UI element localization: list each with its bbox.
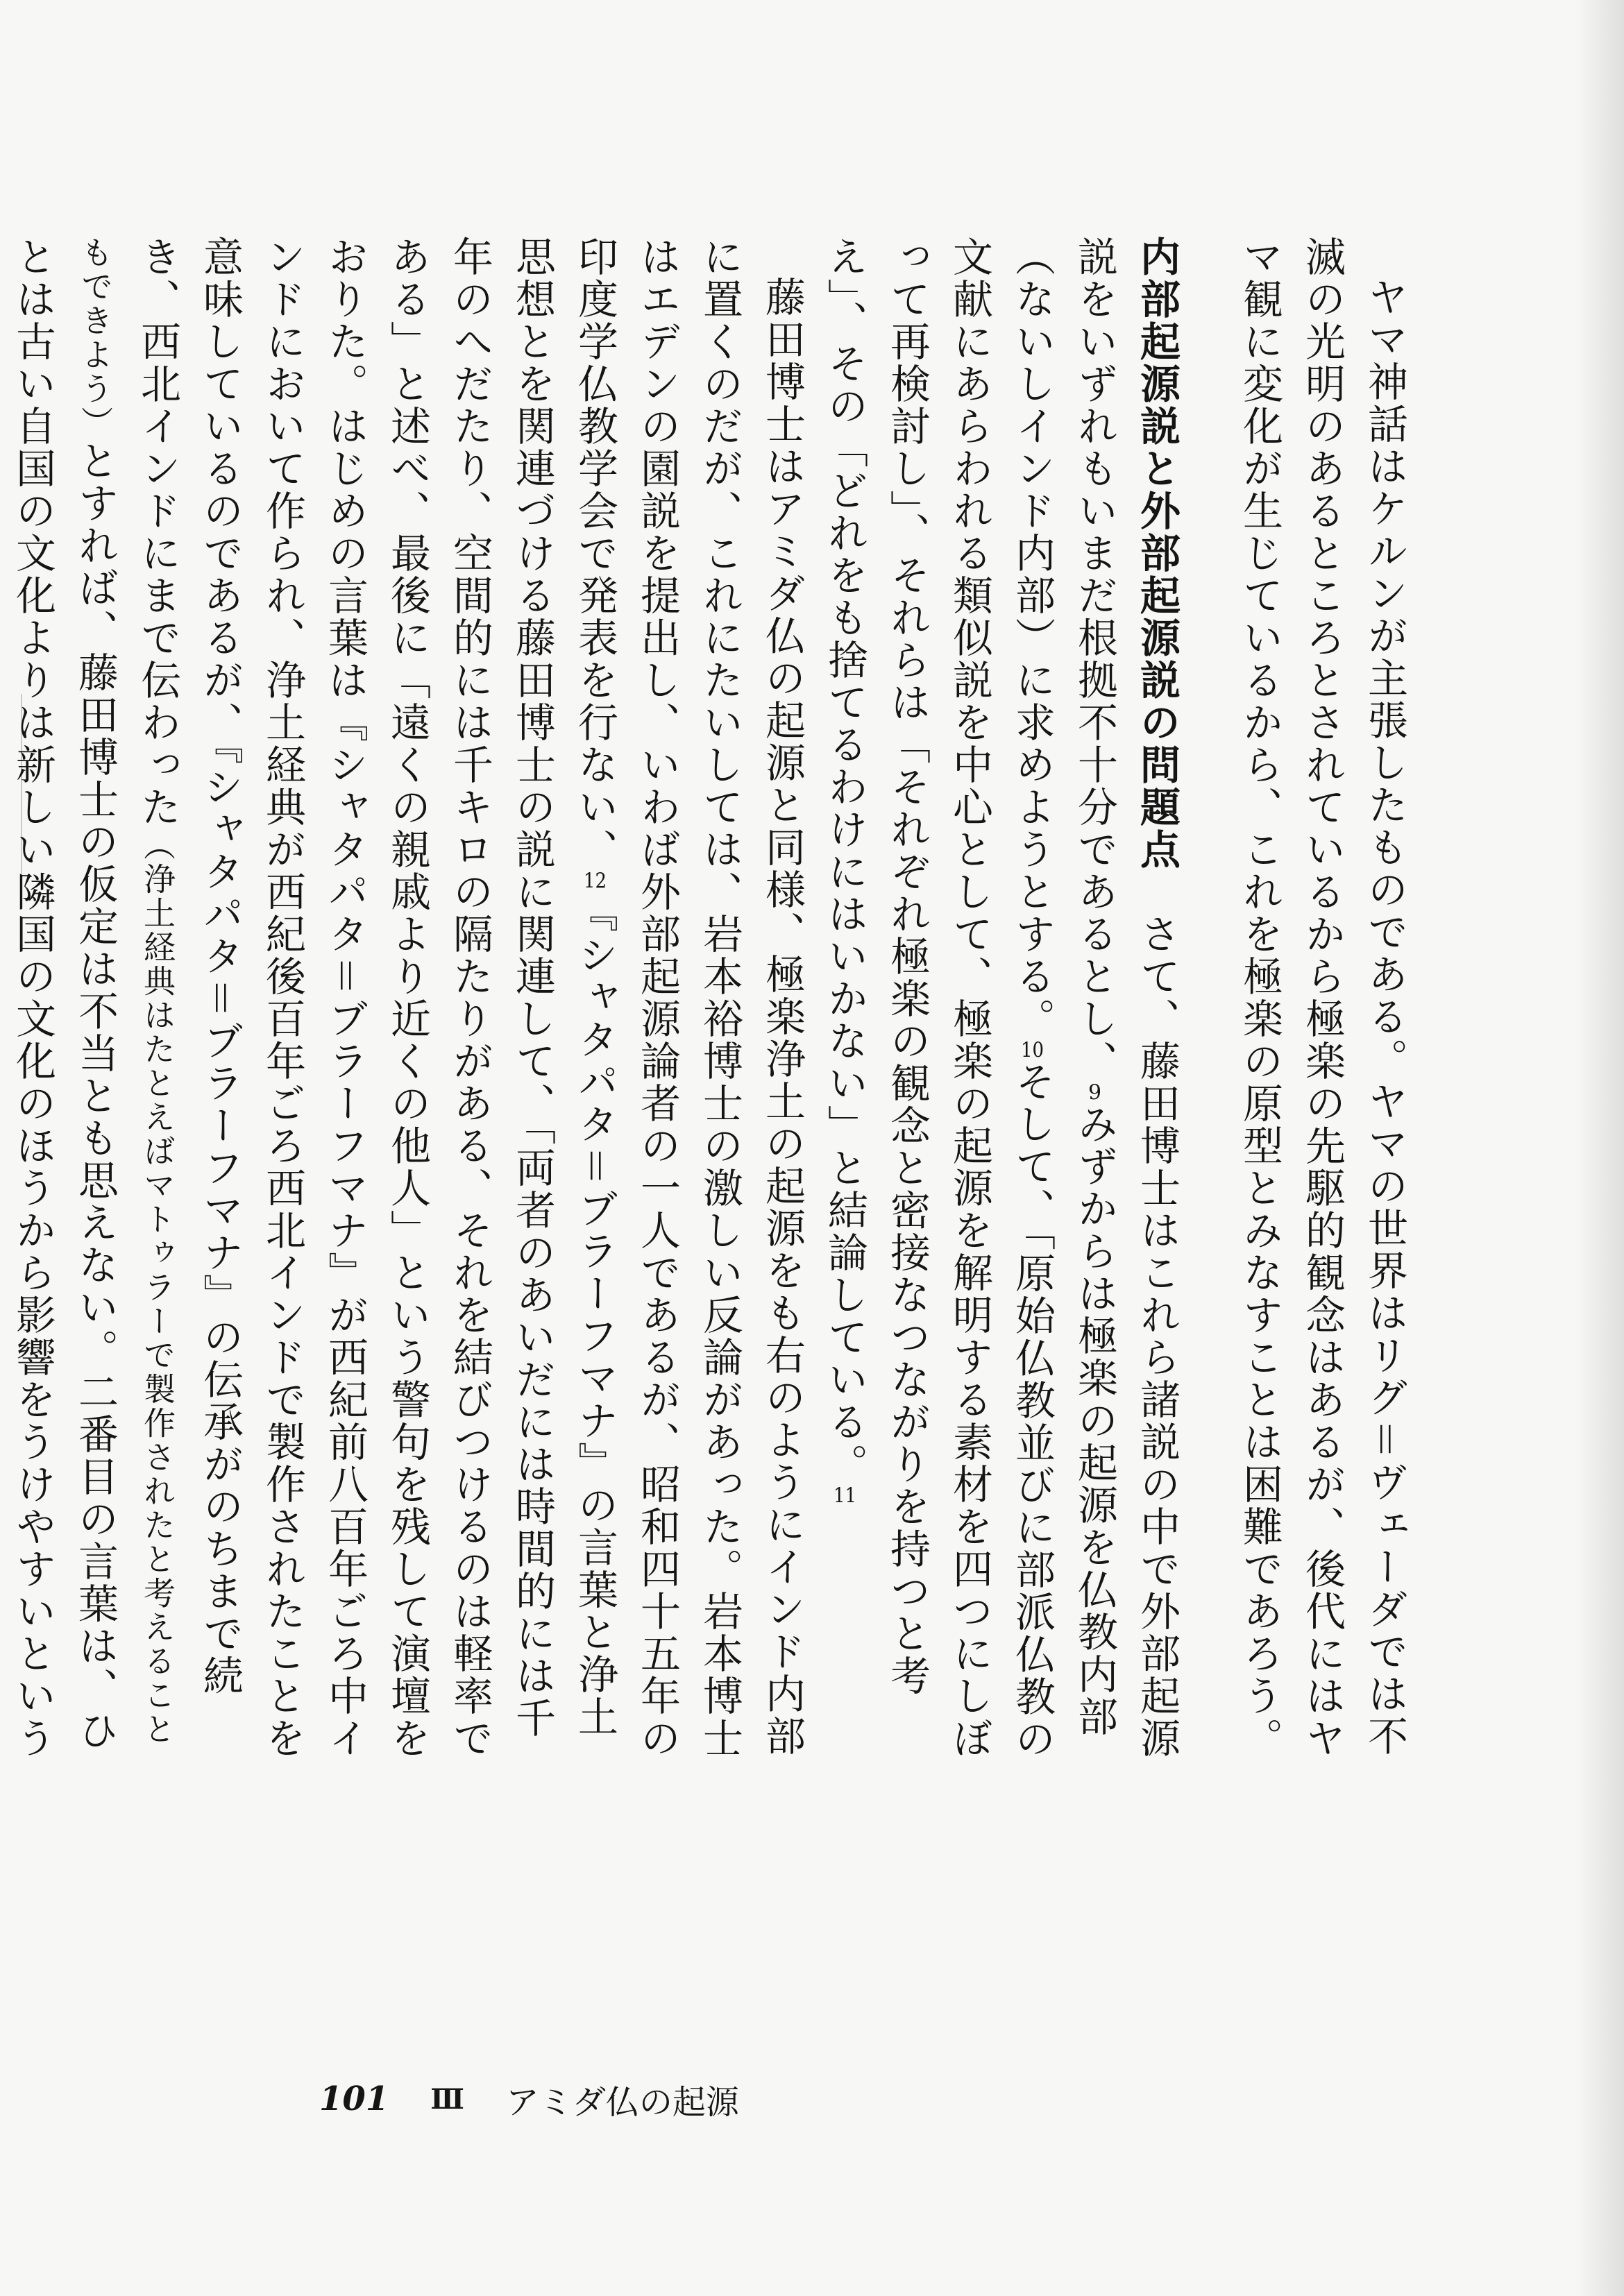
chapter-number: Ⅲ	[430, 2082, 464, 2116]
chapter-title: アミダ仏の起源	[505, 2082, 739, 2122]
paragraph-2-part-b: みずからは極楽の起源を仏教内部（ないしインド内部）に求めようとする。	[1008, 236, 1118, 1738]
page-edge-shading	[1575, 0, 1624, 2296]
note-ref-9: 9	[1088, 1082, 1102, 1103]
paragraph-2	[813, 236, 1188, 1762]
paragraph-1-text: ヤマ神話はケルンが主張したものである。ヤマの世界はリグ＝ヴェーダでは不滅の光明のあるところとされているから極楽の先駆的観念はあるが、後代にはヤマ観に変化が生じているから、これを極楽の原型とみなすことは困難であろう。	[1236, 236, 1408, 1760]
note-ref-11: 11	[834, 1486, 856, 1506]
paragraph-2-part-c: そして、「原始仏教並びに部派仏教の文献にあらわれる類似説を中心として、極楽の起源を解明する素材を四つにしぼって再検討し」、それらは「それぞれ極楽の観念と密接なつながりを持つと考え」、その「どれをも捨てるわけにはいかない」と結論している。	[821, 236, 1056, 1760]
body-text	[9, 236, 1416, 1762]
note-ref-12: 12	[584, 871, 607, 892]
paragraph-3-part-a: 藤田博士はアミダ仏の起源と同様、極楽浄土の起源をも右のようにインド内部に置くのだが、これにたいしては、岩本裕博士の激しい反論があった。岩本博士はエデンの園説を提出し、いわば外部起源論者の一人であるが、昭和四十五年の印度学仏教学会で発表を行ない、	[571, 236, 806, 1760]
page-footer	[319, 2075, 805, 2123]
paragraph-3	[0, 236, 813, 1762]
paragraph-2-part-a: さて、藤田博士はこれら諸説の中で外部起源説をいずれもいまだ根拠不十分であるとし、	[1071, 236, 1181, 1760]
note-ref-10: 10	[1021, 1040, 1044, 1061]
paragraph-1	[1228, 236, 1416, 1762]
paragraph-3-part-d: とすれば、藤田博士の仮定は不当とも思えない。二番目の言葉は、ひとは古い自国の文化よりは新しい隣国の文化のほうから影響をうけやすいという	[9, 236, 119, 1760]
paragraph-3-aside: （浄土経典はたとえばマトゥラーで製作されたと考えることもできよう）	[76, 236, 176, 1746]
paragraph-3-part-b: 『シャタパタ＝ブラーフマナ』の言葉と浄土思想とを関連づける藤田博士の説に関連して、「両者のあいだには時間的には千年のへだたり、空間的には千キロの隔たりがある、それを結びつけるのは軽率である」と述べ、最後に「遠くの親戚より近くの他人」という警句を残して演壇をおりた。はじめの言葉は『シャタパタ＝ブラーフマナ』が西紀前八百年ごろ中インドにおいて作られ、浄土経典が西紀後百年ごろ西北インドで製作されたことを意味しているのであるが、『シャタパタ＝ブラーフマナ』の伝承がのちまで続き、西北インドにまで伝わった	[134, 236, 618, 1760]
section-heading: 内部起源説と外部起源説の問題点	[1133, 236, 1181, 871]
page-number: 101	[319, 2080, 389, 2118]
